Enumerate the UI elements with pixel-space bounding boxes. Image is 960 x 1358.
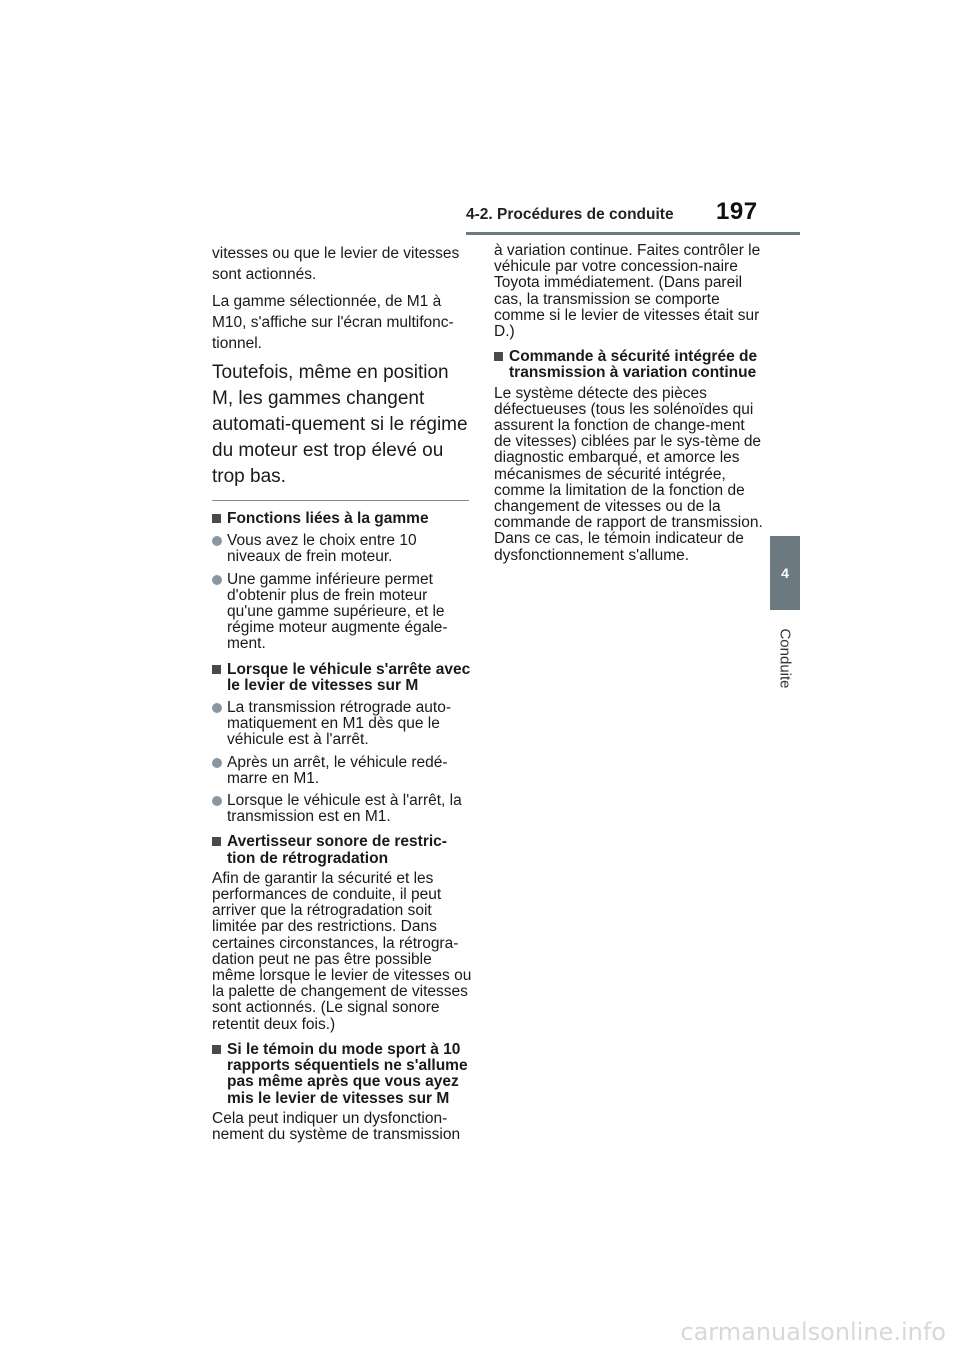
square-bullet-icon <box>212 837 221 846</box>
square-bullet-icon <box>212 665 221 674</box>
section-heading: Lorsque le véhicule s'arrête avec le levier de vitesses sur M <box>212 662 474 694</box>
list-item: Après un arrêt, le véhicule redé-marre en M1. <box>212 755 474 787</box>
chapter-tab[interactable] <box>770 536 800 610</box>
square-bullet-icon <box>212 1045 221 1054</box>
square-bullet-icon <box>212 514 221 523</box>
circle-bullet-icon <box>212 796 222 806</box>
right-column <box>494 243 764 564</box>
section-title: 4-2. Procédures de conduite <box>466 206 674 223</box>
section-heading: Fonctions liées à la gamme <box>212 511 474 527</box>
body-paragraph: Dans ce cas, le témoin indicateur de dysfonctionnement s'allume. <box>494 530 744 564</box>
section-heading: Avertisseur sonore de restric-tion de rétrogradation <box>212 834 474 866</box>
circle-bullet-icon <box>212 536 222 546</box>
intro-paragraph: La gamme sélectionnée, de M1 à M10, s'affiche sur l'écran multifonc-tionnel. <box>212 293 454 352</box>
body-paragraph: Afin de garantir la sécurité et les performances de conduite, il peut arriver que la rétrogradation soit limitée par des restrictions. Dans certaines circonstances, la rétrogra-dation peut ne pas être possible même lorsque le levier de vitesses ou la palette de changement de vitesses sont actionnés. (Le signal sonore retentit deux fois.) <box>212 869 472 1033</box>
body-paragraph: Le système détecte des pièces défectueuses (tous les solénoïdes qui assurent la fonction de change-ment de vitesses) ciblées par le sys-tème de diagnostic embarqué, et amorce les mécanismes de sécurité intégrée, comme la limitation de la fonction de changement de vitesses ou de la commande de rapport de transmission. <box>494 384 763 532</box>
chapter-label: Conduite <box>776 628 794 689</box>
section-heading: Commande à sécurité intégrée de transmission à variation continue <box>494 349 764 381</box>
list-item: Lorsque le véhicule est à l'arrêt, la transmission est en M1. <box>212 793 474 825</box>
circle-bullet-icon <box>212 758 222 768</box>
left-column <box>212 243 474 1143</box>
intro-paragraph: vitesses ou que le levier de vitesses sont actionnés. <box>212 245 460 283</box>
circle-bullet-icon <box>212 575 222 585</box>
body-paragraph: à variation continue. Faites contrôler le véhicule par votre concession-naire Toyota immédiatement. (Dans pareil cas, la transmission se comporte comme si le levier de vitesses était sur D.) <box>494 242 761 341</box>
section-heading: Si le témoin du mode sport à 10 rapports séquentiels ne s'allume pas même après que vous ayez mis le levier de vitesses sur M <box>212 1042 474 1107</box>
page-number: 197 <box>716 198 758 225</box>
header-divider <box>466 232 800 235</box>
note-paragraph: Toutefois, même en position M, les gammes changent automati-quement si le régime du moteur est trop élevé ou trop bas. <box>212 362 468 487</box>
body-paragraph: Cela peut indiquer un dysfonction-nement du système de transmission <box>212 1109 461 1143</box>
list-item: Une gamme inférieure permet d'obtenir plus de frein moteur qu'une gamme supérieure, et le régime moteur augmente égale-ment. <box>212 572 474 653</box>
note-divider <box>212 500 469 501</box>
list-item: La transmission rétrograde auto-matiquement en M1 dès que le véhicule est à l'arrêt. <box>212 700 474 749</box>
site-watermark: carmanualsonline.info <box>680 1318 946 1346</box>
list-item: Vous avez le choix entre 10 niveaux de frein moteur. <box>212 533 474 565</box>
chapter-number: 4 <box>781 565 789 581</box>
circle-bullet-icon <box>212 703 222 713</box>
square-bullet-icon <box>494 352 503 361</box>
